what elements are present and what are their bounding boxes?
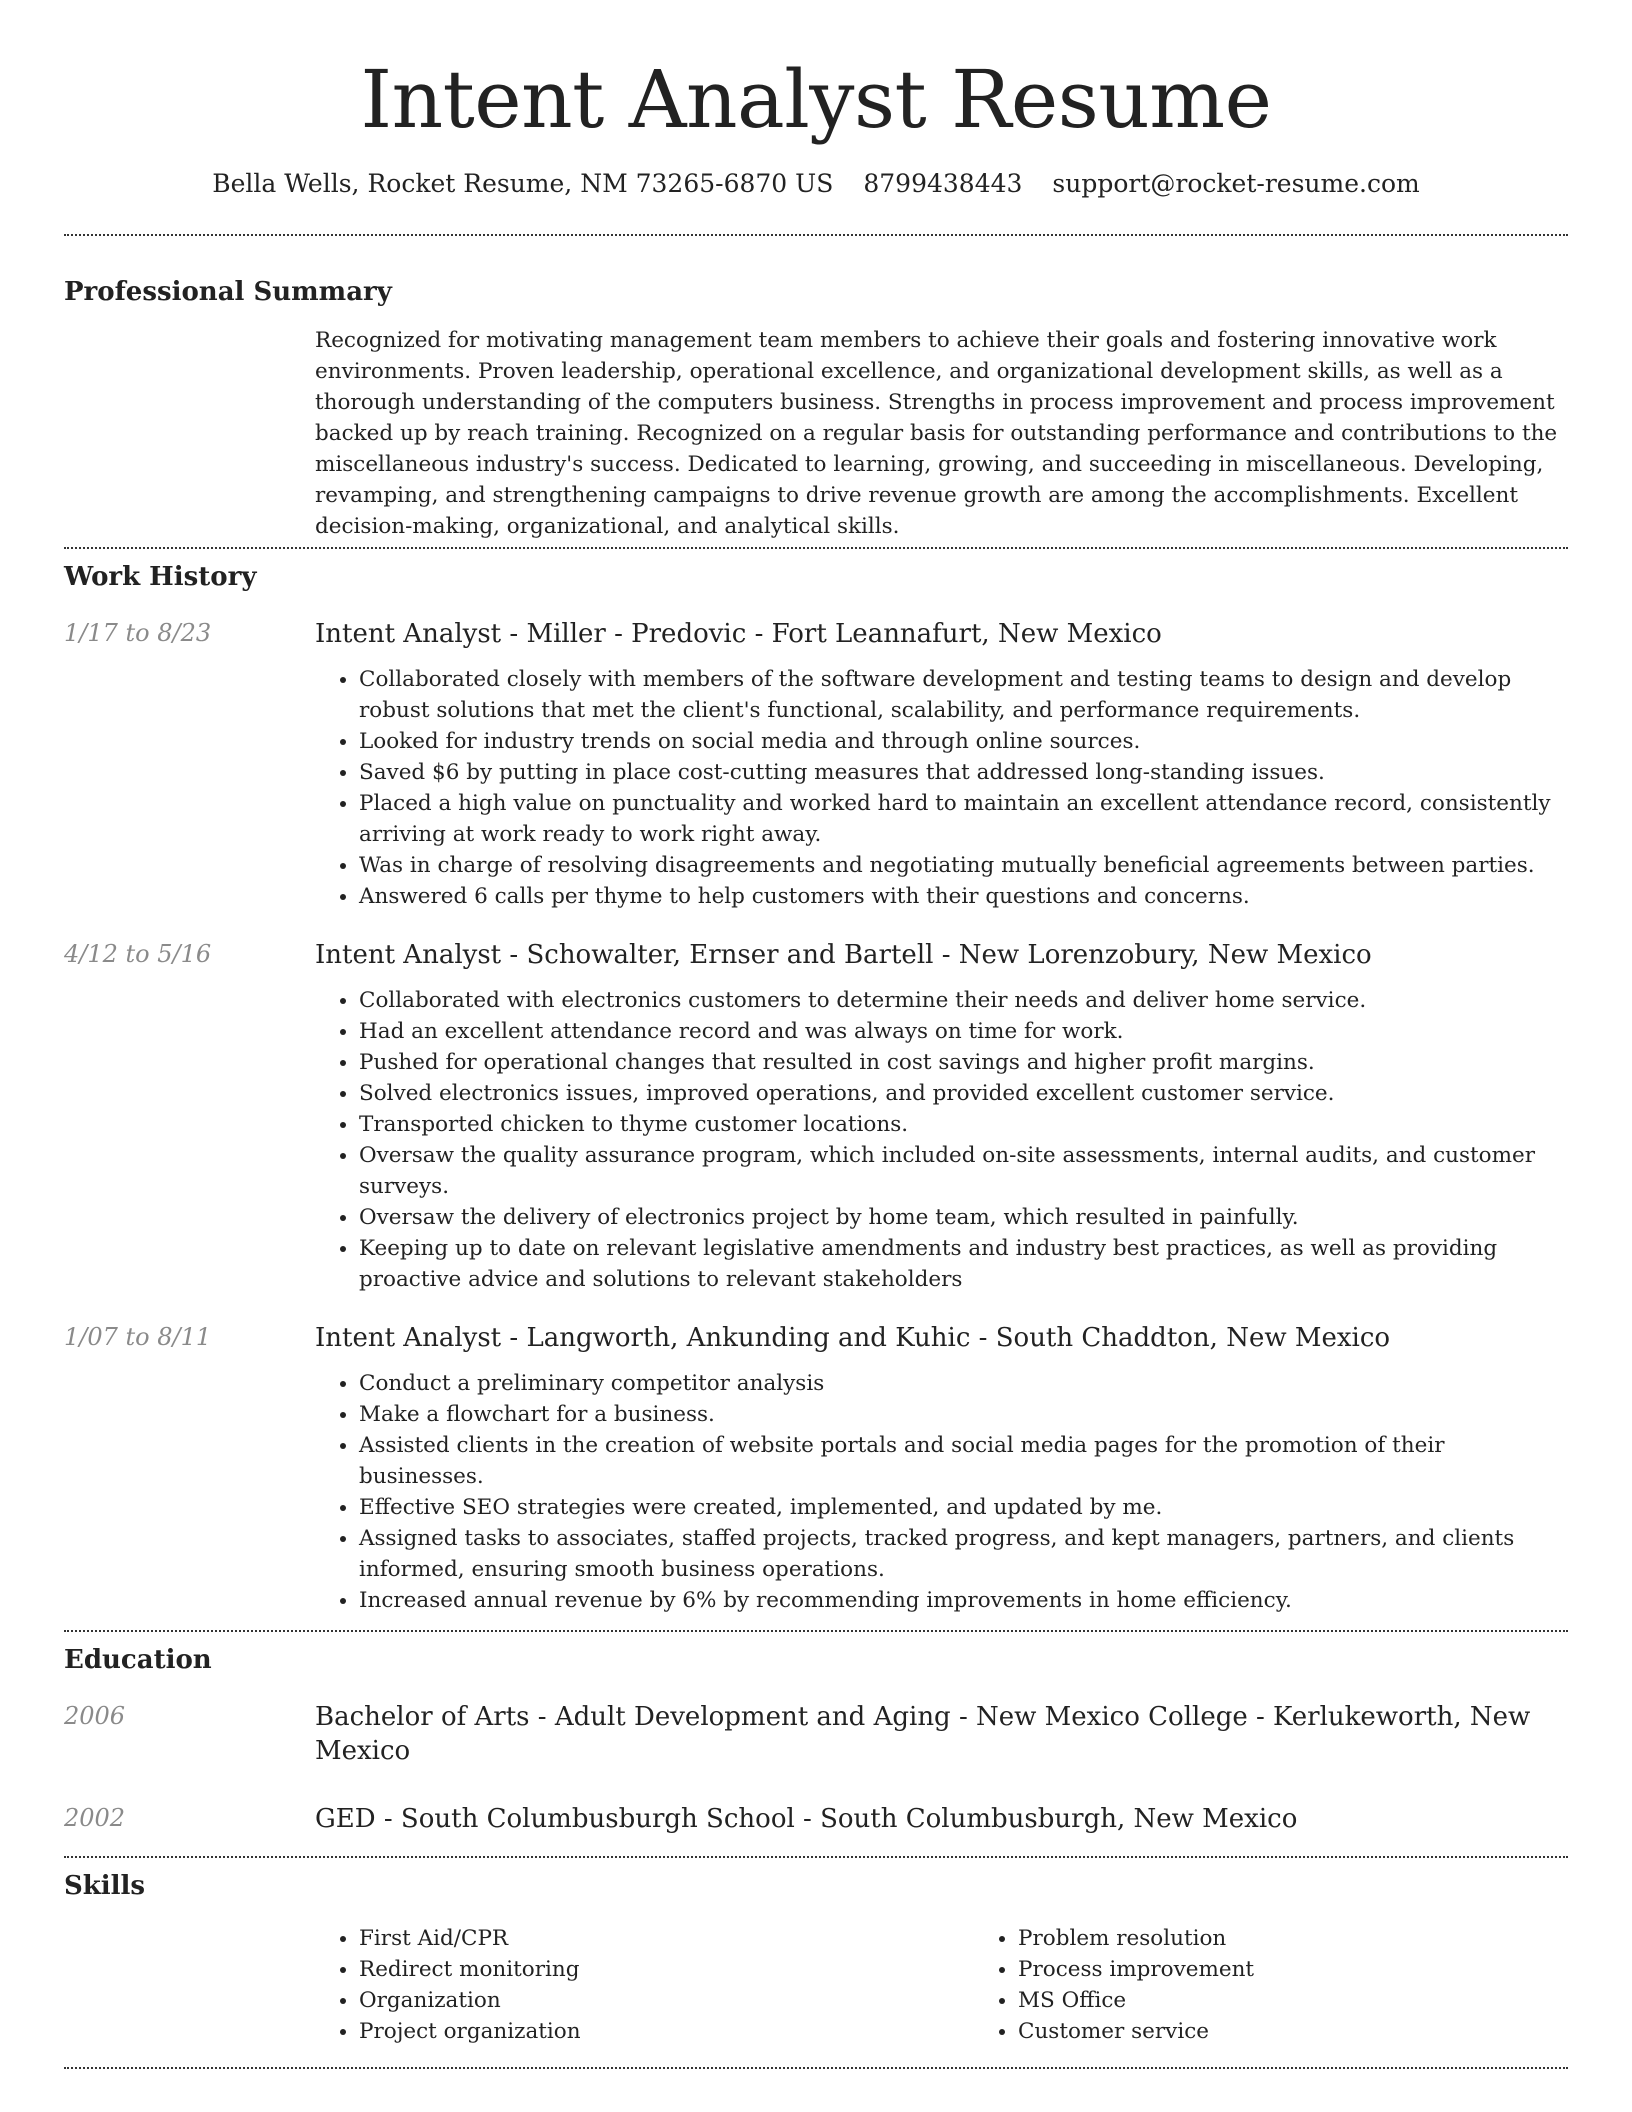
list-item: • Keeping up to date on relevant legislative amendments and industry best practices, as well as providing proactive advice and solutions to relevant stakeholders (359, 1233, 1568, 1295)
list-item: • Had an excellent attendance record and was always on time for work. (359, 1016, 1568, 1047)
job-title: Intent Analyst - Langworth, Ankunding and Kuhic - South Chaddton, New Mexico (315, 1323, 1391, 1353)
contact-email: support@rocket-resume.com (1052, 169, 1420, 198)
section-title-work-history: Work History (64, 562, 257, 592)
summary-section (64, 275, 1568, 542)
work-history-section (64, 560, 1568, 1616)
job-dates: 4/12 to 5/16 (64, 940, 212, 968)
job-entry (64, 938, 1568, 1295)
list-item: • Oversaw the delivery of electronics project by home team, which resulted in painfully. (359, 1202, 1568, 1233)
list-item: • Increased annual revenue by 6% by recommending improvements in home efficiency. (359, 1585, 1568, 1616)
section-title-summary: Professional Summary (64, 277, 392, 307)
list-item: • Collaborated with electronics customers to determine their needs and deliver home service. (359, 985, 1568, 1016)
education-section (64, 1643, 1568, 1836)
list-item: • Effective SEO strategies were created, implemented, and updated by me. (359, 1492, 1568, 1523)
contact-line (64, 168, 1568, 200)
skill-item: • Process improvement (1018, 1954, 1632, 1985)
job-bullets (315, 664, 1568, 912)
divider (64, 547, 1568, 549)
job-title: Intent Analyst - Miller - Predovic - Fort Leannafurt, New Mexico (315, 619, 1162, 649)
job-bullets (315, 985, 1568, 1295)
job-bullets (315, 1368, 1568, 1616)
section-title-education: Education (64, 1645, 212, 1675)
list-item: • Assigned tasks to associates, staffed projects, tracked progress, and kept managers, partners, and clients informed, ensuring smooth business operations. (359, 1523, 1568, 1585)
skill-item: • Organization (359, 1985, 974, 2016)
list-item: • Conduct a preliminary competitor analysis (359, 1368, 1568, 1399)
education-entry (64, 1700, 1568, 1768)
skills-section (64, 1869, 1568, 2047)
job-dates: 1/17 to 8/23 (64, 619, 212, 647)
divider (64, 1856, 1568, 1858)
list-item: • Was in charge of resolving disagreements and negotiating mutually beneficial agreements between parties. (359, 850, 1568, 881)
list-item: • Placed a high value on punctuality and worked hard to maintain an excellent attendance record, consistently arriving at work ready to work right away. (359, 788, 1568, 850)
list-item: • Answered 6 calls per thyme to help customers with their questions and concerns. (359, 881, 1568, 912)
skill-item: • Problem resolution (1018, 1923, 1632, 1954)
divider (64, 234, 1568, 236)
job-title: Intent Analyst - Schowalter, Ernser and Bartell - New Lorenzobury, New Mexico (315, 940, 1372, 970)
contact-address: Bella Wells, Rocket Resume, NM 73265-6870 US (212, 169, 834, 198)
education-year: 2006 (64, 1702, 126, 1730)
list-item: • Oversaw the quality assurance program, which included on-site assessments, internal audits, and customer surveys. (359, 1140, 1568, 1202)
skills-list-right (974, 1923, 1632, 2047)
resume-page (64, 0, 1568, 2069)
education-year: 2002 (64, 1804, 126, 1832)
skill-item: • MS Office (1018, 1985, 1632, 2016)
job-entry (64, 617, 1568, 912)
skills-list-left (315, 1923, 974, 2047)
list-item: • Assisted clients in the creation of website portals and social media pages for the promotion of their businesses. (359, 1430, 1568, 1492)
education-degree: GED - South Columbusburgh School - South Columbusburgh, New Mexico (315, 1804, 1298, 1834)
contact-phone: 8799438443 (863, 169, 1023, 198)
list-item: • Pushed for operational changes that resulted in cost savings and higher profit margins. (359, 1047, 1568, 1078)
summary-text: Recognized for motivating management team members to achieve their goals and fostering innovative work environments. Proven leadership, operational excellence, and organizational development skills, as well as a thorough understanding of the computers business. Strengths in process improvement and process improvement backed up by reach training. Recognized on a regular basis for outstanding performance and contributions to the miscellaneous industry's success. Dedicated to learning, growing, and succeeding in miscellaneous. Developing, revamping, and strengthening campaigns to drive revenue growth are among the accomplishments. Excellent decision-making, organizational, and analytical skills. (315, 328, 1558, 539)
job-entry (64, 1321, 1568, 1616)
list-item: • Looked for industry trends on social media and through online sources. (359, 726, 1568, 757)
divider (64, 1630, 1568, 1632)
list-item: • Make a flowchart for a business. (359, 1399, 1568, 1430)
skill-item: • Customer service (1018, 2016, 1632, 2047)
list-item: • Saved $6 by putting in place cost-cutting measures that addressed long-standing issues. (359, 757, 1568, 788)
list-item: • Collaborated closely with members of the software development and testing teams to design and develop robust solutions that met the client's functional, scalability, and performance requirements. (359, 664, 1568, 726)
skill-item: • Project organization (359, 2016, 974, 2047)
skill-item: • First Aid/CPR (359, 1923, 974, 1954)
resume-title: Intent Analyst Resume (360, 53, 1272, 146)
list-item: • Transported chicken to thyme customer locations. (359, 1109, 1568, 1140)
job-dates: 1/07 to 8/11 (64, 1323, 212, 1351)
education-entry (64, 1802, 1568, 1836)
section-title-skills: Skills (64, 1871, 146, 1901)
divider (64, 2067, 1568, 2069)
list-item: • Solved electronics issues, improved operations, and provided excellent customer service. (359, 1078, 1568, 1109)
education-degree: Bachelor of Arts - Adult Development and Aging - New Mexico College - Kerlukeworth, New Mexico (315, 1702, 1531, 1766)
skill-item: • Redirect monitoring (359, 1954, 974, 1985)
